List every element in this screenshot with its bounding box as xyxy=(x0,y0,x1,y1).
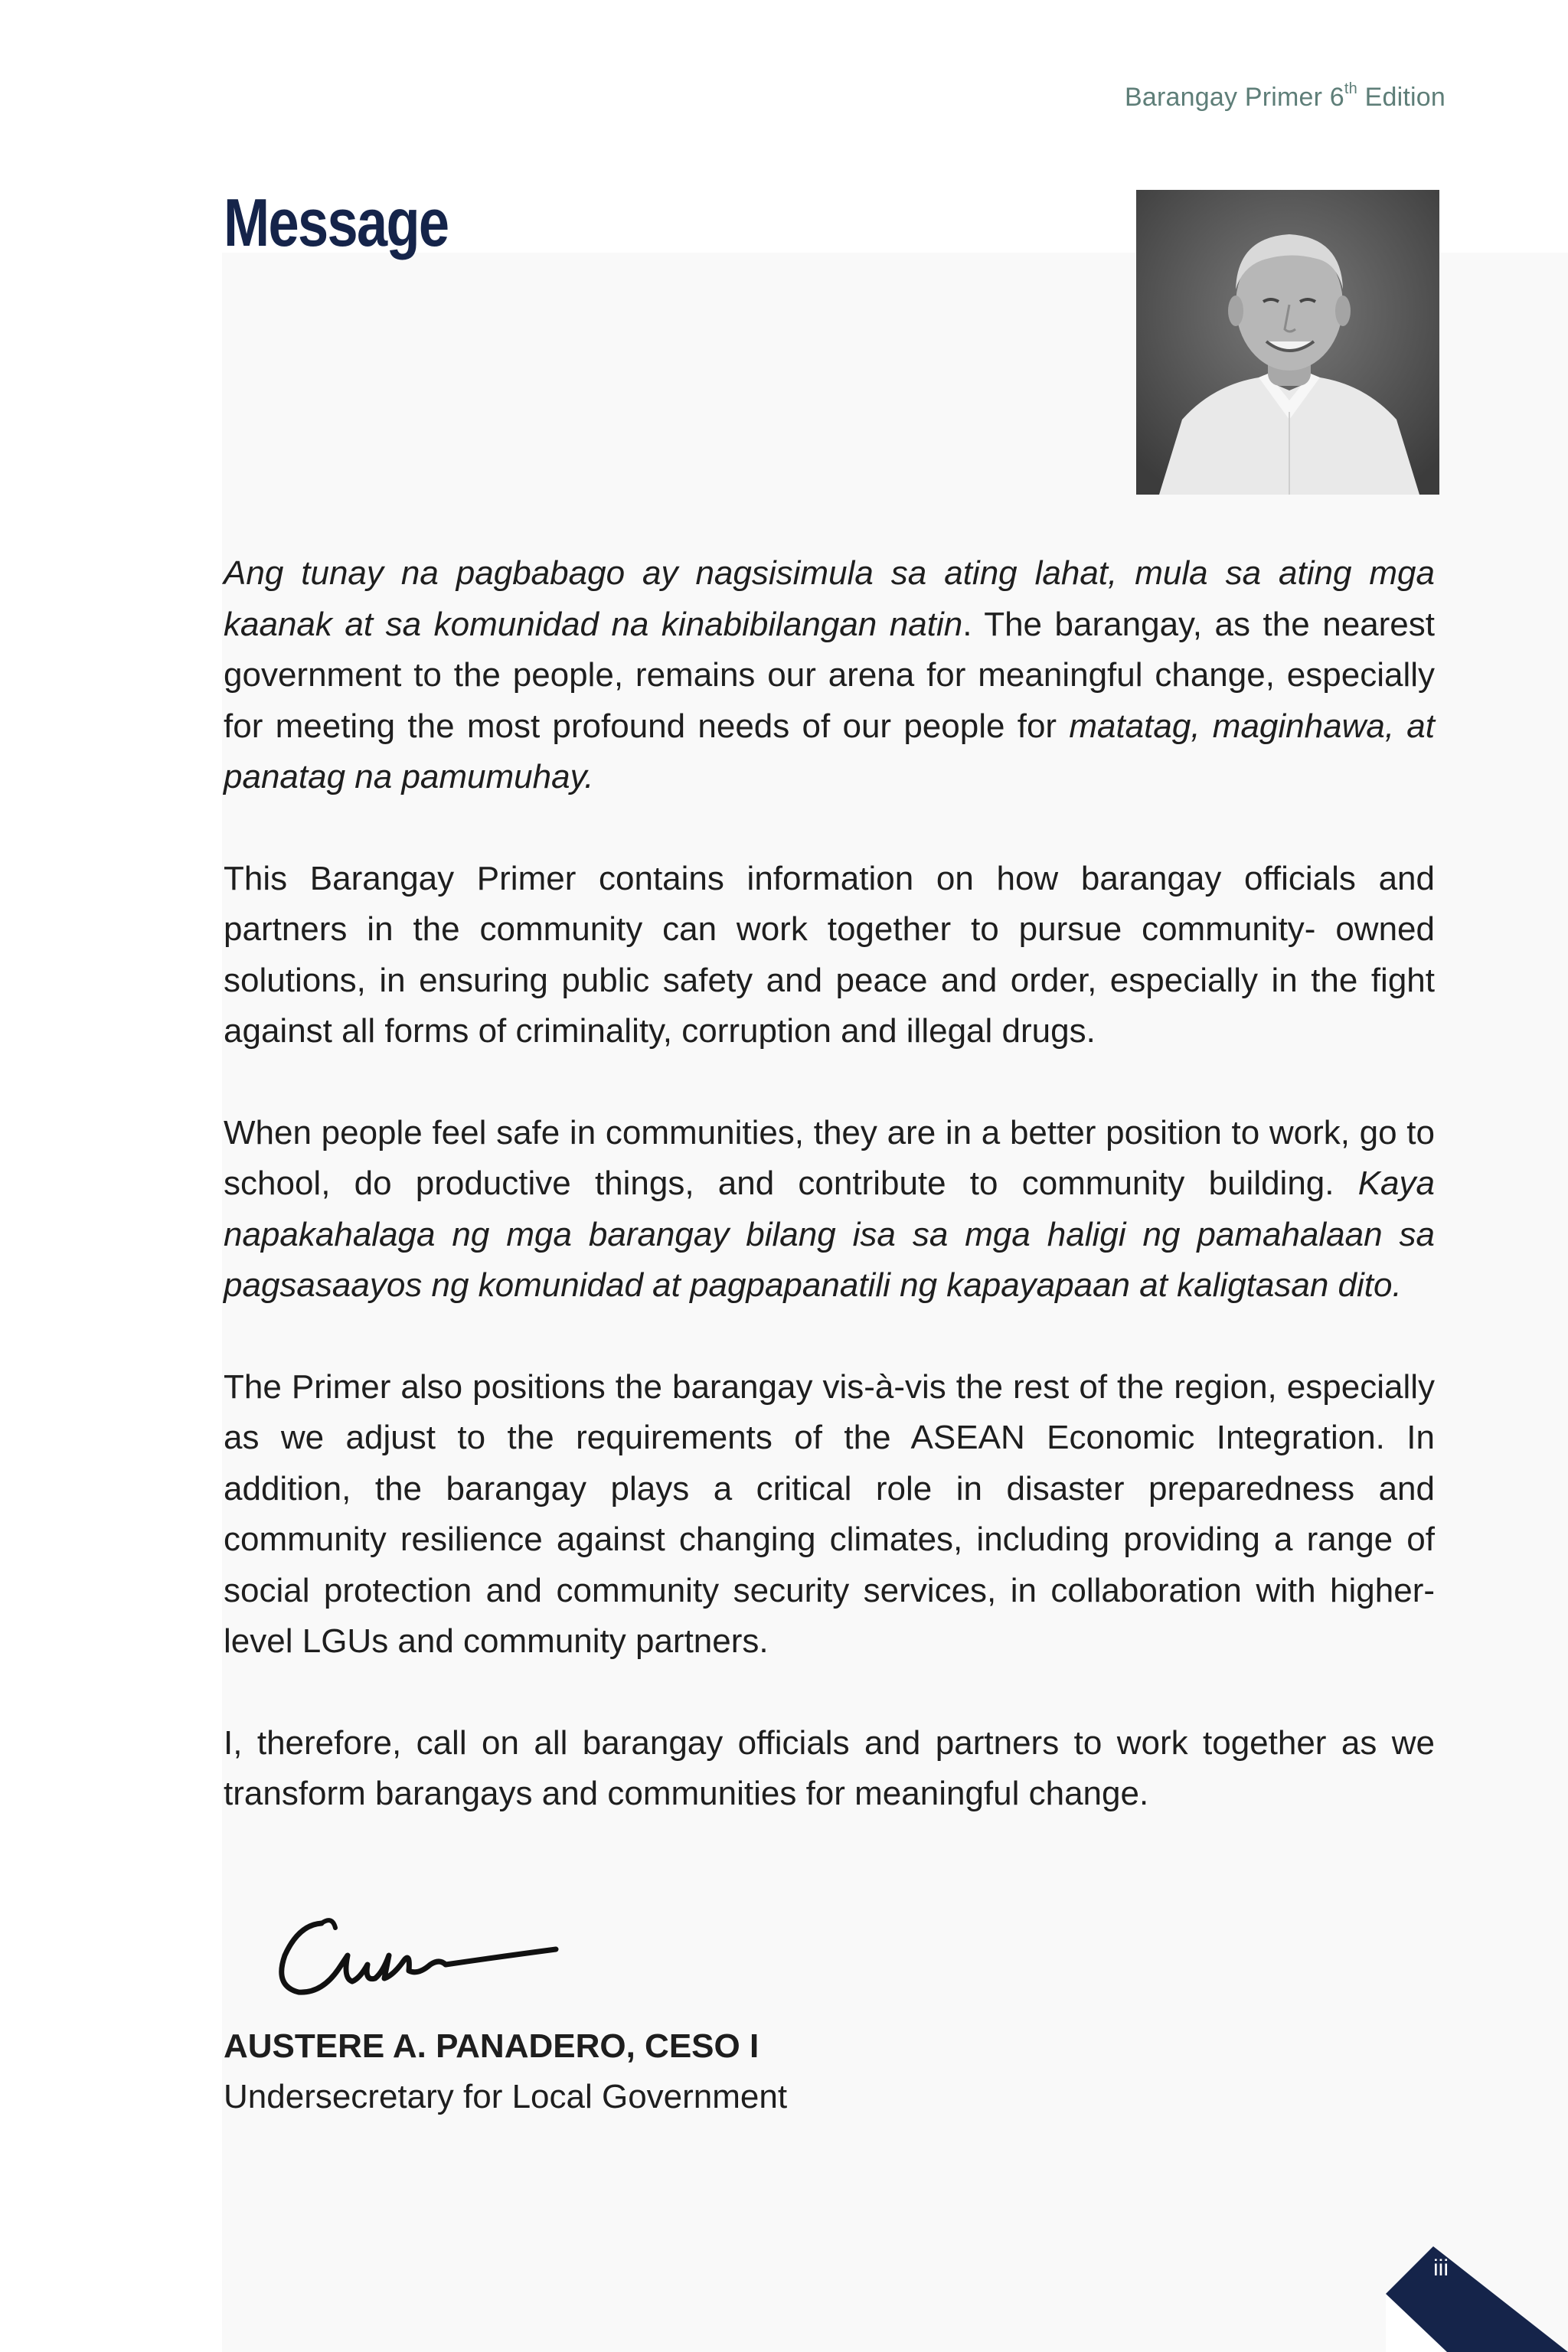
paragraph-3 xyxy=(224,1108,1435,1312)
paragraph-4: The Primer also positions the barangay vis-à-vis the rest of the region, especially as we adjust to the requirements of the ASEAN Economic Integration. In addition, the barangay plays a critical role in disaster preparedness and community resilience against changing climates, including providing a range of social protection and community security services, in collaboration with higher- level LGUs and community partners. xyxy=(224,1367,1435,1660)
running-header-edition: Edition xyxy=(1357,83,1446,112)
page-title: Message xyxy=(224,185,449,260)
paragraph-3-italic: Kaya napakahalaga ng mga barangay bilang isa sa mga haligi ng pamahalaan sa pagsasaayos ng komunidad at pagpapanatili ng kapayapaan at kaligtasan dito. xyxy=(224,1165,1435,1304)
paragraph-1-italic-opening: Ang tunay na pagbabago ay nagsisimula sa ating lahat, mula sa ating mga kaanak at sa komunidad na kinabibilangan natin xyxy=(224,554,1435,643)
paragraph-2: This Barangay Primer contains information on how barangay officials and partners in the community can work together to pursue community- owned solutions, in ensuring public safety and peace and order, especially in the fight against all forms of criminality, corruption and illegal drugs. xyxy=(224,859,1435,1050)
handwritten-signature xyxy=(268,1902,574,2009)
page-number: iii xyxy=(1433,2256,1449,2281)
paragraph-1 xyxy=(224,548,1435,803)
signature-block xyxy=(224,2021,787,2122)
paragraph-5: I, therefore, call on all barangay officials and partners to work together as we transform barangays and communities for meaningful change. xyxy=(224,1723,1435,1812)
running-header xyxy=(1125,80,1446,113)
paragraph-3-text: When people feel safe in communities, they are in a better position to work, go to school, do productive things, and contribute to community building. xyxy=(224,1113,1435,1202)
signatory-name: AUSTERE A. PANADERO, CESO I xyxy=(224,2027,760,2065)
portrait-illustration xyxy=(1136,190,1439,495)
author-portrait xyxy=(1136,190,1439,495)
paragraph-1-italic-closing: matatag, maginhawa, at panatag na pamumuhay. xyxy=(224,707,1435,795)
running-header-title: Barangay Primer 6 xyxy=(1125,83,1344,112)
message-body xyxy=(224,548,1435,1870)
paragraph-1-text: . The barangay, as the nearest government to the people, remains our arena for meaningful change, especially for meeting the most profound needs of our people for xyxy=(224,605,1436,745)
page-corner-tab xyxy=(1386,2213,1568,2352)
signatory-role: Undersecretary for Local Government xyxy=(224,2078,788,2115)
running-header-superscript: th xyxy=(1344,80,1357,97)
